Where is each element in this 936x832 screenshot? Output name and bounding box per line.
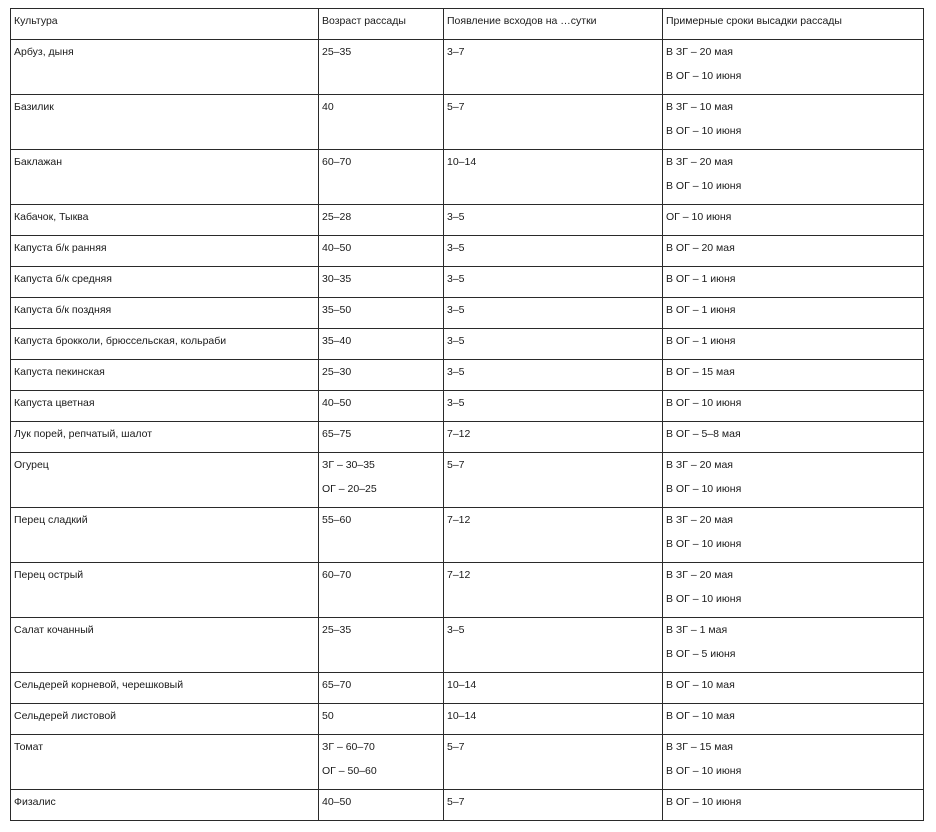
table-row xyxy=(11,618,924,673)
cell-dates xyxy=(663,40,924,95)
cell-dates xyxy=(663,360,924,391)
cell-line: 65–70 xyxy=(322,679,352,691)
cell-line: В ОГ – 20 мая xyxy=(666,242,735,254)
cell-line: В ОГ – 10 мая xyxy=(666,710,735,722)
cell-sprouts: 5–7 xyxy=(444,735,663,790)
cell-line: 25–35 xyxy=(322,46,352,58)
cell-line: 30–35 xyxy=(322,273,352,285)
cell-dates xyxy=(663,453,924,508)
cell-crop: Капуста цветная xyxy=(11,391,319,422)
cell-dates xyxy=(663,563,924,618)
cell-line: В ЗГ – 20 мая xyxy=(666,46,733,58)
cell-dates xyxy=(663,508,924,563)
cell-age xyxy=(319,267,444,298)
cell-sprouts: 3–7 xyxy=(444,40,663,95)
cell-dates xyxy=(663,422,924,453)
cell-dates xyxy=(663,205,924,236)
cell-line: В ЗГ – 20 мая xyxy=(666,156,733,168)
cell-line: В ОГ – 10 июня xyxy=(666,125,742,137)
cell-line: В ОГ – 10 июня xyxy=(666,796,742,808)
cell-line: В ОГ – 1 июня xyxy=(666,304,736,316)
cell-line: 65–75 xyxy=(322,428,352,440)
table-row xyxy=(11,267,924,298)
table-row xyxy=(11,790,924,821)
cell-line: В ОГ – 10 июня xyxy=(666,538,742,550)
cell-crop: Баклажан xyxy=(11,150,319,205)
cell-crop: Капуста б/к ранняя xyxy=(11,236,319,267)
cell-sprouts: 3–5 xyxy=(444,329,663,360)
cell-line: ЗГ – 30–35 xyxy=(322,459,375,471)
cell-line: В ЗГ – 20 мая xyxy=(666,569,733,581)
cell-dates xyxy=(663,236,924,267)
cell-age xyxy=(319,205,444,236)
header-dates: Примерные сроки высадки рассады xyxy=(663,9,924,40)
table-row xyxy=(11,95,924,150)
cell-dates xyxy=(663,95,924,150)
cell-line: 40–50 xyxy=(322,242,352,254)
table-row xyxy=(11,563,924,618)
cell-dates xyxy=(663,267,924,298)
cell-crop: Капуста б/к средняя xyxy=(11,267,319,298)
cell-sprouts: 10–14 xyxy=(444,704,663,735)
cell-line: В ОГ – 15 мая xyxy=(666,366,735,378)
cell-line: 40–50 xyxy=(322,397,352,409)
cell-sprouts: 3–5 xyxy=(444,360,663,391)
cell-age xyxy=(319,298,444,329)
cell-sprouts: 5–7 xyxy=(444,790,663,821)
table-row xyxy=(11,673,924,704)
cell-crop: Сельдерей корневой, черешковый xyxy=(11,673,319,704)
cell-line: 60–70 xyxy=(322,156,352,168)
cell-line: 60–70 xyxy=(322,569,352,581)
header-sprouts: Появление всходов на …сутки xyxy=(444,9,663,40)
table-header-row xyxy=(11,9,924,40)
cell-crop: Капуста брокколи, брюссельская, кольраби xyxy=(11,329,319,360)
table-row xyxy=(11,360,924,391)
cell-dates xyxy=(663,790,924,821)
table-row xyxy=(11,735,924,790)
cell-sprouts: 3–5 xyxy=(444,298,663,329)
cell-line: ОГ – 50–60 xyxy=(322,765,377,777)
cell-line: В ОГ – 10 июня xyxy=(666,483,742,495)
cell-line: 25–35 xyxy=(322,624,352,636)
cell-crop: Сельдерей листовой xyxy=(11,704,319,735)
cell-line: В ОГ – 10 мая xyxy=(666,679,735,691)
table-row xyxy=(11,236,924,267)
table-body xyxy=(11,40,924,821)
cell-sprouts: 7–12 xyxy=(444,563,663,618)
cell-line: 40–50 xyxy=(322,796,352,808)
cell-dates xyxy=(663,704,924,735)
cell-line: В ОГ – 5 июня xyxy=(666,648,736,660)
cell-age xyxy=(319,40,444,95)
table-row xyxy=(11,704,924,735)
cell-sprouts: 10–14 xyxy=(444,150,663,205)
cell-sprouts: 3–5 xyxy=(444,267,663,298)
cell-age xyxy=(319,360,444,391)
table-row xyxy=(11,40,924,95)
cell-crop: Огурец xyxy=(11,453,319,508)
cell-line: ОГ – 20–25 xyxy=(322,483,377,495)
cell-age xyxy=(319,150,444,205)
cell-dates xyxy=(663,673,924,704)
cell-sprouts: 3–5 xyxy=(444,205,663,236)
cell-age xyxy=(319,236,444,267)
cell-age xyxy=(319,704,444,735)
cell-dates xyxy=(663,329,924,360)
cell-age xyxy=(319,618,444,673)
cell-age xyxy=(319,422,444,453)
cell-sprouts: 10–14 xyxy=(444,673,663,704)
cell-line: В ОГ – 5–8 мая xyxy=(666,428,741,440)
table-row xyxy=(11,329,924,360)
cell-line: 35–50 xyxy=(322,304,352,316)
cell-line: В ОГ – 1 июня xyxy=(666,335,736,347)
cell-age xyxy=(319,391,444,422)
cell-age xyxy=(319,508,444,563)
cell-line: 50 xyxy=(322,710,334,722)
cell-line: 35–40 xyxy=(322,335,352,347)
cell-line: В ОГ – 10 июня xyxy=(666,397,742,409)
cell-age xyxy=(319,673,444,704)
cell-crop: Перец сладкий xyxy=(11,508,319,563)
cell-crop: Капуста пекинская xyxy=(11,360,319,391)
cell-line: ОГ – 10 июня xyxy=(666,211,732,223)
seedling-table xyxy=(10,8,924,821)
cell-crop: Кабачок, Тыква xyxy=(11,205,319,236)
cell-dates xyxy=(663,618,924,673)
cell-line: В ЗГ – 1 мая xyxy=(666,624,728,636)
table-row xyxy=(11,391,924,422)
cell-crop: Физалис xyxy=(11,790,319,821)
cell-line: 40 xyxy=(322,101,334,113)
cell-line: В ЗГ – 20 мая xyxy=(666,514,733,526)
cell-line: В ОГ – 1 июня xyxy=(666,273,736,285)
cell-line: 55–60 xyxy=(322,514,352,526)
cell-line: В ЗГ – 20 мая xyxy=(666,459,733,471)
cell-age xyxy=(319,453,444,508)
cell-age xyxy=(319,329,444,360)
table-row xyxy=(11,205,924,236)
table-row xyxy=(11,453,924,508)
cell-sprouts: 3–5 xyxy=(444,618,663,673)
cell-sprouts: 3–5 xyxy=(444,236,663,267)
cell-crop: Базилик xyxy=(11,95,319,150)
header-crop: Культура xyxy=(11,9,319,40)
cell-age xyxy=(319,95,444,150)
cell-line: 25–28 xyxy=(322,211,352,223)
cell-dates xyxy=(663,150,924,205)
cell-crop: Томат xyxy=(11,735,319,790)
cell-line: В ЗГ – 10 мая xyxy=(666,101,733,113)
table-row xyxy=(11,298,924,329)
cell-crop: Арбуз, дыня xyxy=(11,40,319,95)
cell-crop: Перец острый xyxy=(11,563,319,618)
cell-line: В ОГ – 10 июня xyxy=(666,593,742,605)
table-row xyxy=(11,150,924,205)
cell-sprouts: 7–12 xyxy=(444,422,663,453)
table-row xyxy=(11,422,924,453)
cell-age xyxy=(319,735,444,790)
header-age: Возраст рассады xyxy=(319,9,444,40)
cell-crop: Капуста б/к поздняя xyxy=(11,298,319,329)
cell-sprouts: 3–5 xyxy=(444,391,663,422)
cell-age xyxy=(319,790,444,821)
cell-crop: Лук порей, репчатый, шалот xyxy=(11,422,319,453)
cell-line: В ОГ – 10 июня xyxy=(666,765,742,777)
cell-line: В ОГ – 10 июня xyxy=(666,180,742,192)
cell-dates xyxy=(663,298,924,329)
table-row xyxy=(11,508,924,563)
cell-line: В ЗГ – 15 мая xyxy=(666,741,733,753)
cell-sprouts: 5–7 xyxy=(444,95,663,150)
cell-crop: Салат кочанный xyxy=(11,618,319,673)
cell-line: 25–30 xyxy=(322,366,352,378)
cell-line: ЗГ – 60–70 xyxy=(322,741,375,753)
cell-dates xyxy=(663,735,924,790)
cell-sprouts: 7–12 xyxy=(444,508,663,563)
cell-sprouts: 5–7 xyxy=(444,453,663,508)
cell-line: В ОГ – 10 июня xyxy=(666,70,742,82)
cell-age xyxy=(319,563,444,618)
cell-dates xyxy=(663,391,924,422)
